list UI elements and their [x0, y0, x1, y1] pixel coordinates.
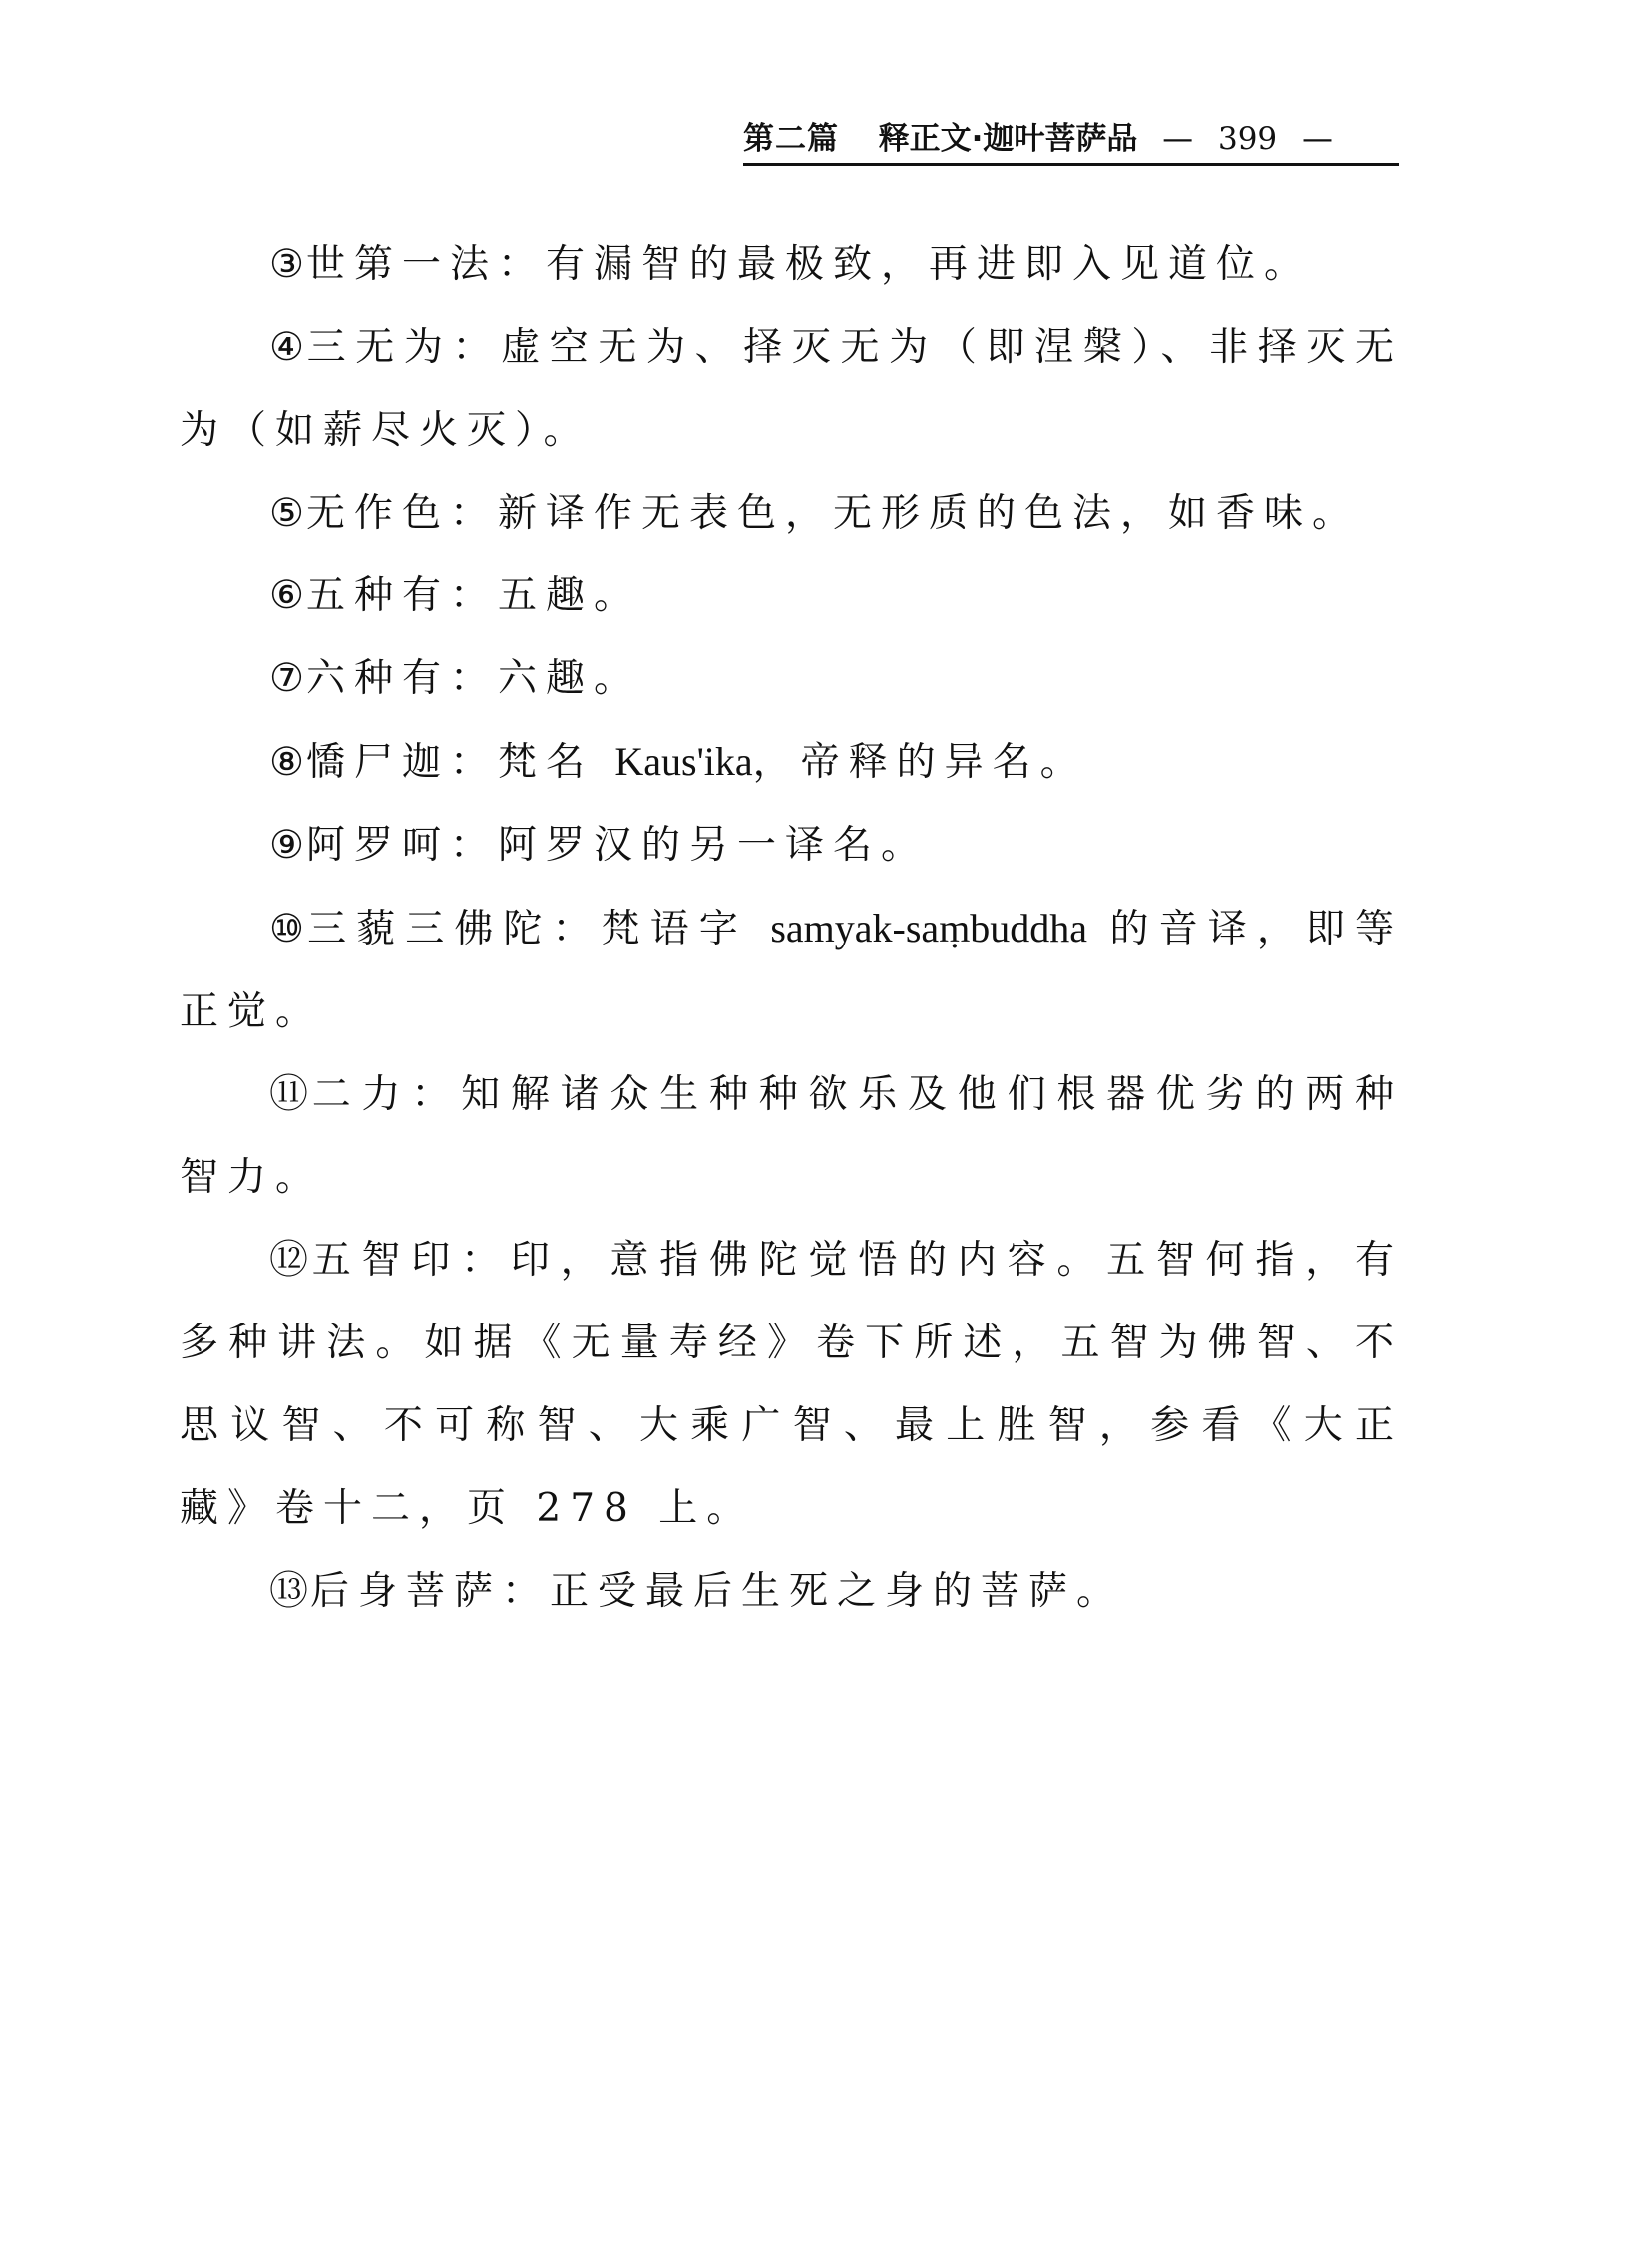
note-text: 憍尸迦：梵名 [305, 740, 615, 785]
header-rule [743, 163, 1399, 166]
note-marker: ⑩ [269, 907, 308, 951]
header-title: 释正文·迦叶菩萨品 [878, 121, 1138, 157]
header-dash-left: — [1162, 121, 1194, 157]
note-text: 三藐三佛陀：梵语字 [307, 907, 771, 951]
sanskrit-term: Kaus'ika [614, 739, 753, 784]
note-text: 无作色：新译作无表色，无形质的色法，如香味。 [305, 491, 1360, 536]
note-text: 的音译，即等正觉。 [180, 907, 1403, 1034]
note-text: 五智印：印，意指佛陀觉悟的内容。五智何指，有多种讲法。如据《无量寿经》卷下所述，五智为佛智、不思议智、不可称智、大乘广智、最上胜智，参看《大正藏》卷十二，页 278 上。 [180, 1238, 1403, 1531]
note-text: 六种有：六趣。 [305, 656, 641, 701]
note-13 [180, 1550, 1403, 1633]
note-marker: ⑬ [269, 1569, 311, 1614]
note-marker: ③ [269, 242, 306, 287]
note-text: 二力：知解诸众生种种欲乐及他们根器优劣的两种智力。 [180, 1072, 1403, 1200]
sanskrit-term: samyak-saṃbuddha [770, 906, 1088, 950]
running-header [743, 118, 1397, 160]
note-5 [180, 472, 1403, 555]
note-9 [180, 804, 1403, 887]
note-text: 三无为：虚空无为、择灭无为（即涅槃）、非择灭无为（如薪尽火灭）。 [180, 325, 1403, 453]
note-marker: ④ [269, 325, 307, 370]
note-marker: ⑤ [269, 491, 306, 536]
note-10 [180, 887, 1403, 1053]
note-marker: ⑥ [269, 573, 306, 618]
note-7 [180, 637, 1403, 720]
note-12 [180, 1219, 1403, 1550]
note-marker: ⑨ [269, 823, 306, 868]
note-text: ，帝释的异名。 [752, 740, 1088, 785]
note-11 [180, 1053, 1403, 1219]
note-text: 世第一法：有漏智的最极致，再进即入见道位。 [305, 242, 1312, 287]
note-marker: ⑦ [269, 656, 306, 701]
note-marker: ⑫ [269, 1238, 312, 1283]
header-section: 第二篇 [743, 121, 839, 157]
header-dash-right: — [1301, 121, 1333, 157]
note-text: 五种有：五趣。 [305, 573, 641, 618]
note-marker: ⑪ [269, 1072, 312, 1117]
note-4 [180, 306, 1403, 472]
note-8 [180, 720, 1403, 804]
note-marker: ⑧ [269, 740, 306, 785]
note-text: 阿罗呵：阿罗汉的另一译名。 [305, 823, 929, 868]
notes-body [180, 223, 1403, 1633]
note-3 [180, 223, 1403, 306]
page-number: 399 [1217, 121, 1278, 157]
note-text: 后身菩萨：正受最后生死之身的菩萨。 [310, 1569, 1125, 1614]
note-6 [180, 555, 1403, 637]
